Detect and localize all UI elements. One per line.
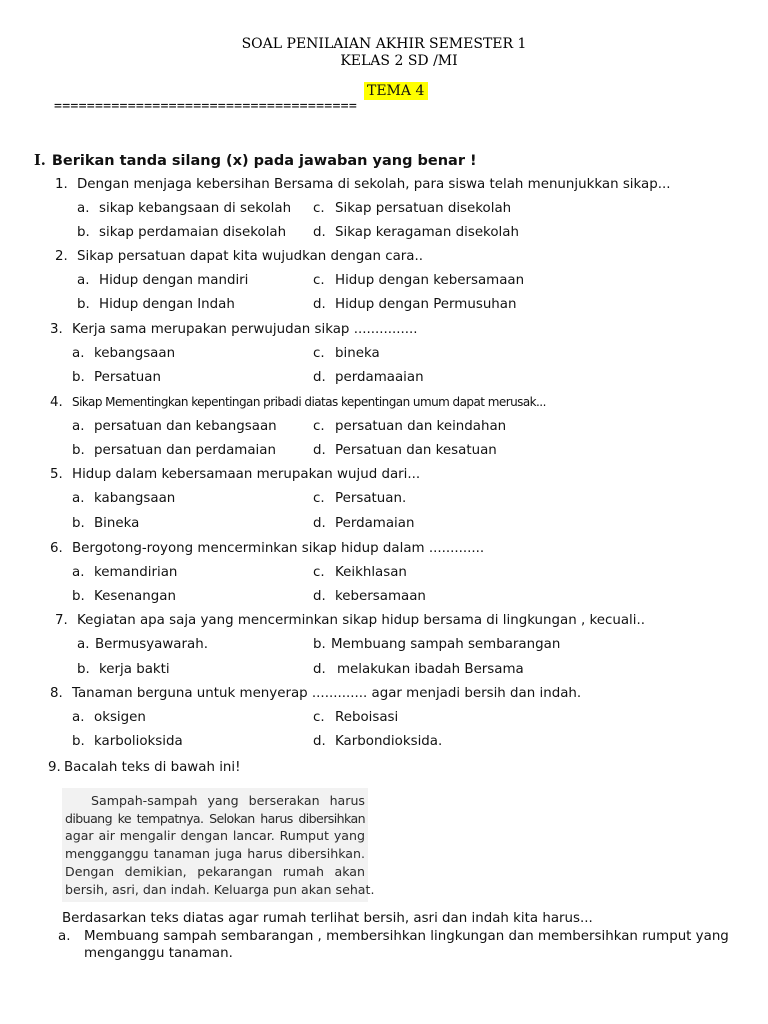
option-text: Bermusyawarah. xyxy=(95,637,208,652)
option-text: Persatuan dan kesatuan xyxy=(335,443,497,458)
option-letter: b. xyxy=(77,662,90,677)
option-6d[interactable] xyxy=(313,589,426,604)
option-text: kerja bakti xyxy=(99,662,170,677)
question-4 xyxy=(50,395,546,410)
separator-rule: ===================================== xyxy=(54,99,358,114)
option-text: Hidup dengan Permusuhan xyxy=(335,297,517,312)
option-3b[interactable] xyxy=(72,370,161,385)
option-1b[interactable] xyxy=(77,225,286,240)
option-letter: a. xyxy=(72,346,85,361)
option-3a[interactable] xyxy=(72,346,175,361)
question-text: Kegiatan apa saja yang mencerminkan sikap hidup bersama di lingkungan , kecuali.. xyxy=(77,613,646,628)
option-text: Sikap persatuan disekolah xyxy=(335,201,512,216)
option-text: Persatuan. xyxy=(335,491,407,506)
option-8d[interactable] xyxy=(313,734,442,749)
section-number: I. xyxy=(34,152,46,169)
option-5a[interactable] xyxy=(72,491,175,506)
question-6 xyxy=(50,541,484,556)
option-text: Keikhlasan xyxy=(335,565,407,580)
option-6c[interactable] xyxy=(313,565,407,580)
option-text: persatuan dan keindahan xyxy=(335,419,507,434)
option-8c[interactable] xyxy=(313,710,398,725)
option-letter: a. xyxy=(72,565,85,580)
question-number: 8. xyxy=(50,686,63,701)
option-letter: b. xyxy=(72,516,85,531)
option-7a[interactable] xyxy=(77,637,208,652)
option-letter: d. xyxy=(313,734,326,749)
option-letter: b. xyxy=(313,637,326,652)
question-number: 9. xyxy=(48,760,61,775)
question-number: 3. xyxy=(50,322,63,337)
option-letter: c. xyxy=(313,201,325,216)
question-text: Sikap persatuan dapat kita wujudkan dengan cara.. xyxy=(77,249,423,264)
option-text: Sikap keragaman disekolah xyxy=(335,225,519,240)
question-number: 6. xyxy=(50,541,63,556)
option-text: persatuan dan perdamaian xyxy=(94,443,276,458)
passage-line: agar air mengalir dengan lancar. Rumput yang xyxy=(65,828,365,844)
option-7b[interactable] xyxy=(77,662,170,677)
option-6a[interactable] xyxy=(72,565,177,580)
class-label: KELAS 2 SD /MI xyxy=(340,53,458,69)
option-letter: b. xyxy=(72,589,85,604)
option-7c[interactable] xyxy=(313,637,560,652)
question-text: Bacalah teks di bawah ini! xyxy=(64,760,241,775)
option-text: Hidup dengan kebersamaan xyxy=(335,273,525,288)
question-text: Kerja sama merupakan perwujudan sikap ............... xyxy=(72,322,418,337)
option-9a-continued: menganggu tanaman. xyxy=(84,946,233,961)
option-9a[interactable] xyxy=(58,929,729,944)
option-text: bineka xyxy=(335,346,380,361)
question-8 xyxy=(50,686,581,701)
question-2 xyxy=(55,249,423,264)
passage-line: mengganggu tanaman juga harus dibersihkan. xyxy=(65,846,365,862)
question-number: 7. xyxy=(55,613,68,628)
option-text: Hidup dengan mandiri xyxy=(99,273,249,288)
option-letter: b. xyxy=(77,297,90,312)
option-letter: b. xyxy=(72,734,85,749)
question-text: Bergotong-royong mencerminkan sikap hidup dalam ............. xyxy=(72,541,485,556)
question-7 xyxy=(55,613,645,628)
theme-label: TEMA 4 xyxy=(364,82,428,100)
option-3c[interactable] xyxy=(313,346,380,361)
option-5b[interactable] xyxy=(72,516,139,531)
option-letter: d. xyxy=(313,662,326,677)
option-letter: d. xyxy=(313,516,326,531)
option-1c[interactable] xyxy=(313,201,511,216)
option-text: kebersamaan xyxy=(335,589,426,604)
question-5 xyxy=(50,467,420,482)
option-4d[interactable] xyxy=(313,443,497,458)
option-1d[interactable] xyxy=(313,225,519,240)
option-letter: c. xyxy=(313,710,325,725)
option-letter: b. xyxy=(72,443,85,458)
section-instruction: Berikan tanda silang (x) pada jawaban yang benar ! xyxy=(51,153,477,169)
option-letter: d. xyxy=(313,225,326,240)
option-letter: a. xyxy=(58,929,71,944)
option-text: Bineka xyxy=(94,516,140,531)
option-8b[interactable] xyxy=(72,734,183,749)
option-letter: d. xyxy=(313,370,326,385)
question-text: Sikap Mementingkan kepentingan pribadi diatas kepentingan umum dapat merusak... xyxy=(72,395,546,409)
question-text: Hidup dalam kebersamaan merupakan wujud dari... xyxy=(72,467,421,482)
question-number: 2. xyxy=(55,249,68,264)
option-2a[interactable] xyxy=(77,273,248,288)
option-5c[interactable] xyxy=(313,491,406,506)
option-1a[interactable] xyxy=(77,201,291,216)
option-text: Hidup dengan Indah xyxy=(99,297,235,312)
question-9 xyxy=(48,760,241,775)
option-text: perdamaaian xyxy=(335,370,424,385)
question-3 xyxy=(50,322,418,337)
option-text: Perdamaian xyxy=(335,516,415,531)
option-text: kebangsaan xyxy=(94,346,176,361)
passage-line: Dengan demikian, pekarangan rumah akan xyxy=(65,863,365,879)
option-4a[interactable] xyxy=(72,419,277,434)
option-text: persatuan dan kebangsaan xyxy=(94,419,277,434)
option-text: Membuang sampah sembarangan , membersihkan lingkungan dan membersihkan rumput yang xyxy=(84,929,729,944)
question-text: Dengan menjaga kebersihan Bersama di sekolah, para siswa telah menunjukkan sikap... xyxy=(77,177,671,192)
question-number: 4. xyxy=(50,395,63,410)
option-letter: a. xyxy=(72,419,85,434)
option-letter: a. xyxy=(77,273,90,288)
section-heading xyxy=(34,152,477,169)
option-2c[interactable] xyxy=(313,273,524,288)
option-letter: a. xyxy=(72,710,85,725)
option-text: melakukan ibadah Bersama xyxy=(337,662,524,677)
option-letter: c. xyxy=(313,273,325,288)
option-text: sikap perdamaian disekolah xyxy=(99,225,287,240)
option-letter: d. xyxy=(313,589,326,604)
option-letter: a. xyxy=(72,491,85,506)
option-text: kemandirian xyxy=(94,565,178,580)
option-text: Persatuan xyxy=(94,370,161,385)
passage-line: Sampah-sampah yang berserakan harus xyxy=(91,793,365,808)
option-letter: b. xyxy=(77,225,90,240)
option-text: sikap kebangsaan di sekolah xyxy=(99,201,292,216)
option-3d[interactable] xyxy=(313,370,424,385)
option-text: Membuang sampah sembarangan xyxy=(331,637,561,652)
passage-line: bersih, asri, dan indah. Keluarga pun akan sehat. xyxy=(65,881,375,897)
option-letter: a. xyxy=(77,201,90,216)
reading-passage xyxy=(62,788,375,902)
exam-title: SOAL PENILAIAN AKHIR SEMESTER 1 xyxy=(241,36,527,52)
option-letter: d. xyxy=(313,443,326,458)
option-2d[interactable] xyxy=(313,297,517,312)
option-8a[interactable] xyxy=(72,710,146,725)
option-letter: d. xyxy=(313,297,326,312)
option-text: oksigen xyxy=(94,710,146,725)
option-letter: c. xyxy=(313,419,325,434)
option-2b[interactable] xyxy=(77,297,235,312)
option-text: Reboisasi xyxy=(335,710,399,725)
option-5d[interactable] xyxy=(313,516,414,531)
question-text: Tanaman berguna untuk menyerap ............. agar menjadi bersih dan indah. xyxy=(72,686,582,701)
option-letter: c. xyxy=(313,491,325,506)
question-number: 1. xyxy=(55,177,68,192)
option-letter: a. xyxy=(77,637,90,652)
option-letter: c. xyxy=(313,565,325,580)
option-4b[interactable] xyxy=(72,443,276,458)
question-number: 5. xyxy=(50,467,63,482)
option-letter: c. xyxy=(313,346,325,361)
option-6b[interactable] xyxy=(72,589,176,604)
option-text: karbolioksida xyxy=(94,734,183,749)
question-9-prompt: Berdasarkan teks diatas agar rumah terlihat bersih, asri dan indah kita harus... xyxy=(62,911,593,926)
option-text: Kesenangan xyxy=(94,589,176,604)
option-4c[interactable] xyxy=(313,419,506,434)
option-text: kabangsaan xyxy=(94,491,176,506)
option-7d[interactable] xyxy=(313,662,524,677)
passage-line: dibuang ke tempatnya. Selokan harus dibersihkan xyxy=(65,810,365,826)
question-1 xyxy=(55,177,671,192)
option-letter: b. xyxy=(72,370,85,385)
option-text: Karbondioksida. xyxy=(335,734,443,749)
